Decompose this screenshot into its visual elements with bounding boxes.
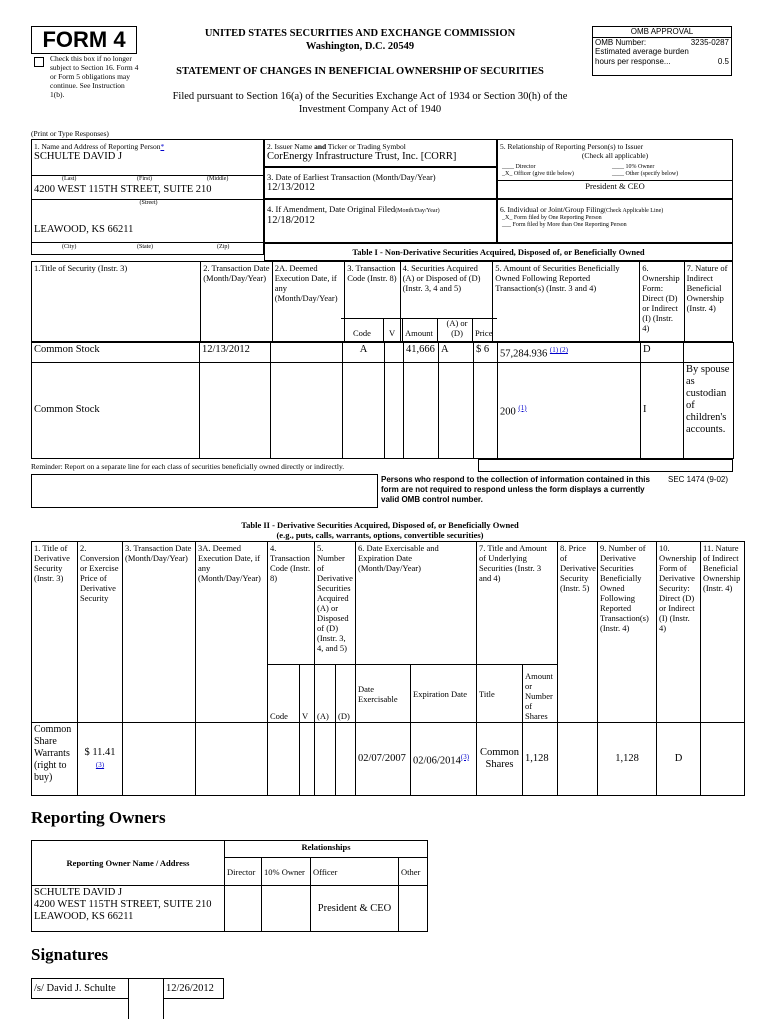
box3-label: 3. Date of Earliest Transaction (Month/Day/Year): [267, 172, 436, 182]
t2-sub-v: V: [300, 665, 315, 723]
t2-r1-nature: [701, 723, 745, 796]
omb-burden-label-1: Estimated average burden: [595, 47, 689, 56]
t2-h4: 4. Transaction Code (Instr. 8): [268, 542, 315, 665]
box1-label: 1. Name and Address of Reporting Person: [34, 142, 161, 151]
city-state-zip: LEAWOOD, KS 66211: [34, 224, 134, 235]
t1-h2a: 2A. Deemed Execution Date, if any (Month/Day/Year): [272, 262, 345, 342]
t2-r1-d: [336, 723, 356, 796]
reminder-box-left: [31, 474, 378, 508]
state-label: (State): [137, 244, 153, 250]
omb-number: 3235-0287: [690, 37, 729, 47]
checkbox-text: Check this box if no longer subject to Section 16. Form 4 or Form 5 obligations may continue. See Instruction 1(b).: [50, 54, 139, 99]
ro-relationships: Relationships: [225, 841, 428, 858]
box1-asterisk: *: [160, 142, 165, 151]
ro-col-name: Reporting Owner Name / Address: [32, 841, 225, 886]
t1-r1-nature: [684, 343, 734, 363]
reporter-name: SCHULTE DAVID J: [34, 151, 123, 162]
t2-r1-code: [268, 723, 300, 796]
box6-option-2[interactable]: ___ Form filed by More than One Reporting Person: [502, 222, 627, 228]
zip-label: (Zip): [217, 244, 230, 250]
t2-sub-expiration: Expiration Date: [411, 665, 477, 723]
t1-h5: 5. Amount of Securities Beneficially Owned Following Reported Transaction(s) (Instr. 3 and 4): [493, 262, 640, 342]
signer: /s/ David J. Schulte: [32, 979, 129, 999]
box4-label: 4. If Amendment, Date Original Filed: [267, 204, 396, 214]
box-1-reporting-person: [31, 139, 264, 243]
t2-sub-title: Title: [477, 665, 523, 723]
box2-label-b: Ticker or Trading Symbol: [326, 142, 406, 151]
t2-r1-price-cell: [78, 723, 123, 796]
omb-title: OMB APPROVAL: [593, 27, 731, 38]
omb-approval-box: [592, 26, 732, 76]
form-title: FORM 4: [31, 26, 137, 54]
ro-col-10pct: 10% Owner: [262, 858, 311, 886]
t2-h9: 9. Number of Derivative Securities Beneficially Owned Following Reported Transaction(s) (Instr. 4): [598, 542, 657, 723]
t1-sub-price: Price: [475, 328, 493, 338]
t2-sub-amount: Amount or Number of Shares: [523, 665, 558, 723]
signatures-heading: Signatures: [31, 945, 109, 964]
ro-director-value: [225, 886, 262, 932]
t2-r1-exp-footnote-link[interactable]: (3): [460, 752, 470, 761]
t2-r1-underlying-title: Common Shares: [477, 723, 523, 796]
t1-r1-date: 12/13/2012: [200, 343, 271, 363]
t2-r1-deemed: [196, 723, 268, 796]
table-2-derivative: [31, 541, 745, 796]
t2-r1-price8: [558, 723, 598, 796]
t1-r2-owned: 200: [500, 406, 516, 418]
box2-label-and: and: [314, 142, 327, 151]
rel-officer: Officer (give title below): [513, 171, 574, 177]
ro-other-value: [399, 886, 428, 932]
box6-option-1[interactable]: _X_ Form filed by One Reporting Person: [502, 215, 602, 221]
agency-location: Washington, D.C. 20549: [305, 41, 415, 52]
agency-name: UNITED STATES SECURITIES AND EXCHANGE COMMISSION: [204, 28, 516, 39]
t2-r1-expiration-cell: [411, 723, 477, 796]
box-5-relationship: [497, 139, 733, 199]
box-6-filing: [497, 199, 733, 243]
t2-r1-price-footnote-link[interactable]: (3): [95, 761, 105, 769]
box2-label-a: 2. Issuer Name: [267, 142, 315, 151]
signature-blank-1: [32, 999, 129, 1019]
t2-r1-form: D: [657, 723, 701, 796]
box6-small: (Check Applicable Line): [603, 208, 664, 214]
table1-title: Table I - Non-Derivative Securities Acquired, Disposed of, or Beneficially Owned: [264, 243, 733, 261]
signatures-table: [31, 978, 224, 1019]
t1-r1-aord: A: [439, 343, 474, 363]
signature-blank-3: [164, 999, 224, 1019]
table-row: [32, 362, 734, 458]
table-row: [32, 886, 428, 932]
t1-h7: 7. Nature of Indirect Beneficial Ownership (Instr. 4): [684, 262, 732, 342]
t2-r1-v: [300, 723, 315, 796]
table2-subtitle: (e.g., puts, calls, warrants, options, convertible securities): [276, 530, 484, 540]
t1-r1-footnote-link[interactable]: (1) (2): [549, 346, 568, 354]
t2-r1-a: [315, 723, 336, 796]
t1-r2-aord: [439, 362, 474, 458]
street-label: (Street): [32, 199, 265, 207]
signature-spacer: [129, 979, 164, 999]
ro-owner-line2: 4200 WEST 115TH STREET, SUITE 210: [34, 899, 212, 910]
t1-div-aord: [437, 318, 438, 342]
t1-div-price: [472, 318, 473, 342]
t2-h7: 7. Title and Amount of Underlying Securities (Instr. 3 and 4): [477, 542, 558, 665]
middle-label: (Middle): [207, 176, 229, 182]
reminder-text: Reminder: Report on a separate line for each class of securities beneficially owned directly or indirectly.: [31, 462, 345, 471]
t2-r1-title: Common Share Warrants (right to buy): [32, 723, 78, 796]
signature-blank-2: [129, 999, 164, 1019]
sec-code: SEC 1474 (9-02): [668, 475, 729, 484]
t1-r1-title: Common Stock: [32, 343, 200, 363]
earliest-date: 12/13/2012: [267, 182, 315, 193]
first-label: (First): [137, 176, 152, 182]
reporting-owners-heading: Reporting Owners: [31, 808, 166, 827]
t1-h1: 1.Title of Security (Instr. 3): [32, 262, 201, 342]
t1-r1-owned-cell: [498, 343, 641, 363]
t1-r2-form: I: [641, 362, 684, 458]
t1-div-amount: [402, 318, 403, 342]
reminder-box-right: [478, 459, 733, 472]
t2-sub-a: (A): [315, 665, 336, 723]
box-2-issuer: [264, 139, 497, 167]
t1-h4: 4. Securities Acquired (A) or Disposed of (D) (Instr. 3, 4 and 5): [400, 262, 493, 342]
t1-r2-footnote-link[interactable]: (1): [518, 403, 527, 412]
t1-div-v: [383, 318, 384, 342]
box4-label-small: (Month/Day/Year): [395, 208, 440, 214]
t2-sub-d: (D): [336, 665, 356, 723]
t1-r1-deemed: [271, 343, 343, 363]
t2-sub-exercisable: Date Exercisable: [356, 665, 411, 723]
t2-h1: 1. Title of Derivative Security (Instr. 3): [32, 542, 78, 723]
rel-other[interactable]: ____ Other (specify below): [612, 171, 679, 177]
ro-owner-line1: SCHULTE DAVID J: [34, 887, 123, 898]
omb-number-label: OMB Number:: [595, 37, 647, 47]
t1-h6: 6. Ownership Form: Direct (D) or Indirect (I) (Instr. 4): [640, 262, 684, 342]
box-4-amendment: [264, 199, 497, 243]
t1-r2-title: Common Stock: [32, 362, 200, 458]
table2-title: Table II - Derivative Securities Acquired, Disposed of, or Beneficially Owned: [241, 520, 519, 530]
t1-r1-code: A: [343, 343, 385, 363]
t2-h2: 2. Conversion or Exercise Price of Derivative Security: [78, 542, 123, 723]
table-row: [32, 723, 745, 796]
t1-sub-v: V: [389, 328, 396, 338]
t1-subheader-line: [341, 318, 497, 343]
ro-owner-cell: [32, 886, 225, 932]
t1-r1-form: D: [641, 343, 684, 363]
t1-r1-v: [385, 343, 404, 363]
t2-h5: 5. Number of Derivative Securities Acquired (A) or Disposed of (D) (Instr. 3, 4, and 5): [315, 542, 356, 665]
box6-label: 6. Individual or Joint/Group Filing: [500, 205, 604, 214]
t2-r1-owned: 1,128: [598, 723, 657, 796]
table-1-rows: [31, 342, 734, 459]
t2-r1-expiration: 02/06/2014: [413, 755, 461, 767]
rel-10pct[interactable]: ____ 10% Owner: [612, 164, 655, 170]
box5-sub: (Check all applicable): [581, 151, 649, 160]
t2-h6: 6. Date Exercisable and Expiration Date (Month/Day/Year): [356, 542, 477, 665]
ro-officer-value: President & CEO: [311, 886, 399, 932]
persons-notice: Persons who respond to the collection of information contained in this form are not required to respond unless the form displays a currently valid OMB control number.: [381, 475, 650, 504]
t1-h2: 2. Transaction Date (Month/Day/Year): [201, 262, 273, 342]
ro-10pct-value: [262, 886, 311, 932]
omb-burden: 0.5: [717, 56, 729, 66]
officer-title: President & CEO: [498, 180, 732, 191]
t1-sub-code: Code: [353, 328, 371, 338]
t2-r1-underlying-amount: 1,128: [523, 723, 558, 796]
t1-r2-code: [343, 362, 385, 458]
t1-r1-owned: 57,284.936: [500, 348, 548, 360]
t1-r2-nature: By spouse as custodian of children's accounts.: [684, 362, 734, 458]
t2-h8: 8. Price of Derivative Security (Instr. 5): [558, 542, 598, 723]
reporting-owners-table: [31, 840, 428, 932]
t1-r2-date: [200, 362, 271, 458]
t2-h3: 3. Transaction Date (Month/Day/Year): [123, 542, 196, 723]
rel-officer-mark[interactable]: _X_: [502, 171, 513, 177]
ro-owner-line3: LEAWOOD, KS 66211: [34, 911, 134, 922]
omb-burden-label-2: hours per response...: [595, 56, 671, 66]
signature-date: 12/26/2012: [164, 979, 224, 999]
t2-r1-exercisable: 02/07/2007: [356, 723, 411, 796]
t1-r2-amount: [404, 362, 439, 458]
t1-r1-amount: 41,666: [404, 343, 439, 363]
t1-r2-owned-cell: [498, 362, 641, 458]
t1-sub-amount: Amount: [405, 328, 433, 338]
rel-director: Director: [515, 164, 536, 170]
t1-r2-price: [474, 362, 498, 458]
ro-col-other: Other: [399, 858, 428, 886]
street-address: 4200 WEST 115TH STREET, SUITE 210: [34, 184, 212, 195]
print-type-note: (Print or Type Responses): [31, 129, 109, 138]
t1-r2-deemed: [271, 362, 343, 458]
city-state-zip-labels: [31, 243, 264, 255]
last-label: (Last): [62, 176, 77, 182]
no-longer-subject-checkbox[interactable]: [34, 57, 44, 67]
t2-h10: 10. Ownership Form of Derivative Security: Direct (D) or Indirect (I) (Instr. 4): [657, 542, 701, 723]
t2-sub-code: Code: [268, 665, 300, 723]
t2-h11: 11. Nature of Indirect Beneficial Ownership (Instr. 4): [701, 542, 745, 723]
ro-col-director: Director: [225, 858, 262, 886]
box-3-earliest-date: [264, 167, 497, 199]
statement-title: STATEMENT OF CHANGES IN BENEFICIAL OWNERSHIP OF SECURITIES: [176, 66, 544, 77]
issuer-name: CorEnergy Infrastructure Trust, Inc. [CORR]: [267, 151, 457, 162]
box5-label: 5. Relationship of Reporting Person(s) to Issuer: [500, 142, 644, 151]
filed-pursuant-line2: Investment Company Act of 1940: [298, 104, 442, 115]
ro-col-officer: Officer: [311, 858, 399, 886]
rel-director-line: ____: [502, 164, 516, 170]
city-label: (City): [62, 244, 77, 250]
t2-r1-date: [123, 723, 196, 796]
t2-r1-price: $ 11.41: [84, 747, 116, 758]
t1-sub-aord: (A) or (D): [446, 318, 468, 338]
t2-h3a: 3A. Deemed Execution Date, if any (Month/Day/Year): [196, 542, 268, 723]
t1-h3: 3. Transaction Code (Instr. 8): [345, 262, 400, 342]
amendment-date: 12/18/2012: [267, 215, 315, 226]
filed-pursuant-line1: Filed pursuant to Section 16(a) of the Securities Exchange Act of 1934 or Section 30(h) of the: [172, 91, 568, 102]
t1-r1-price: $ 6: [474, 343, 498, 363]
t1-r2-v: [385, 362, 404, 458]
table-row: [32, 343, 734, 363]
